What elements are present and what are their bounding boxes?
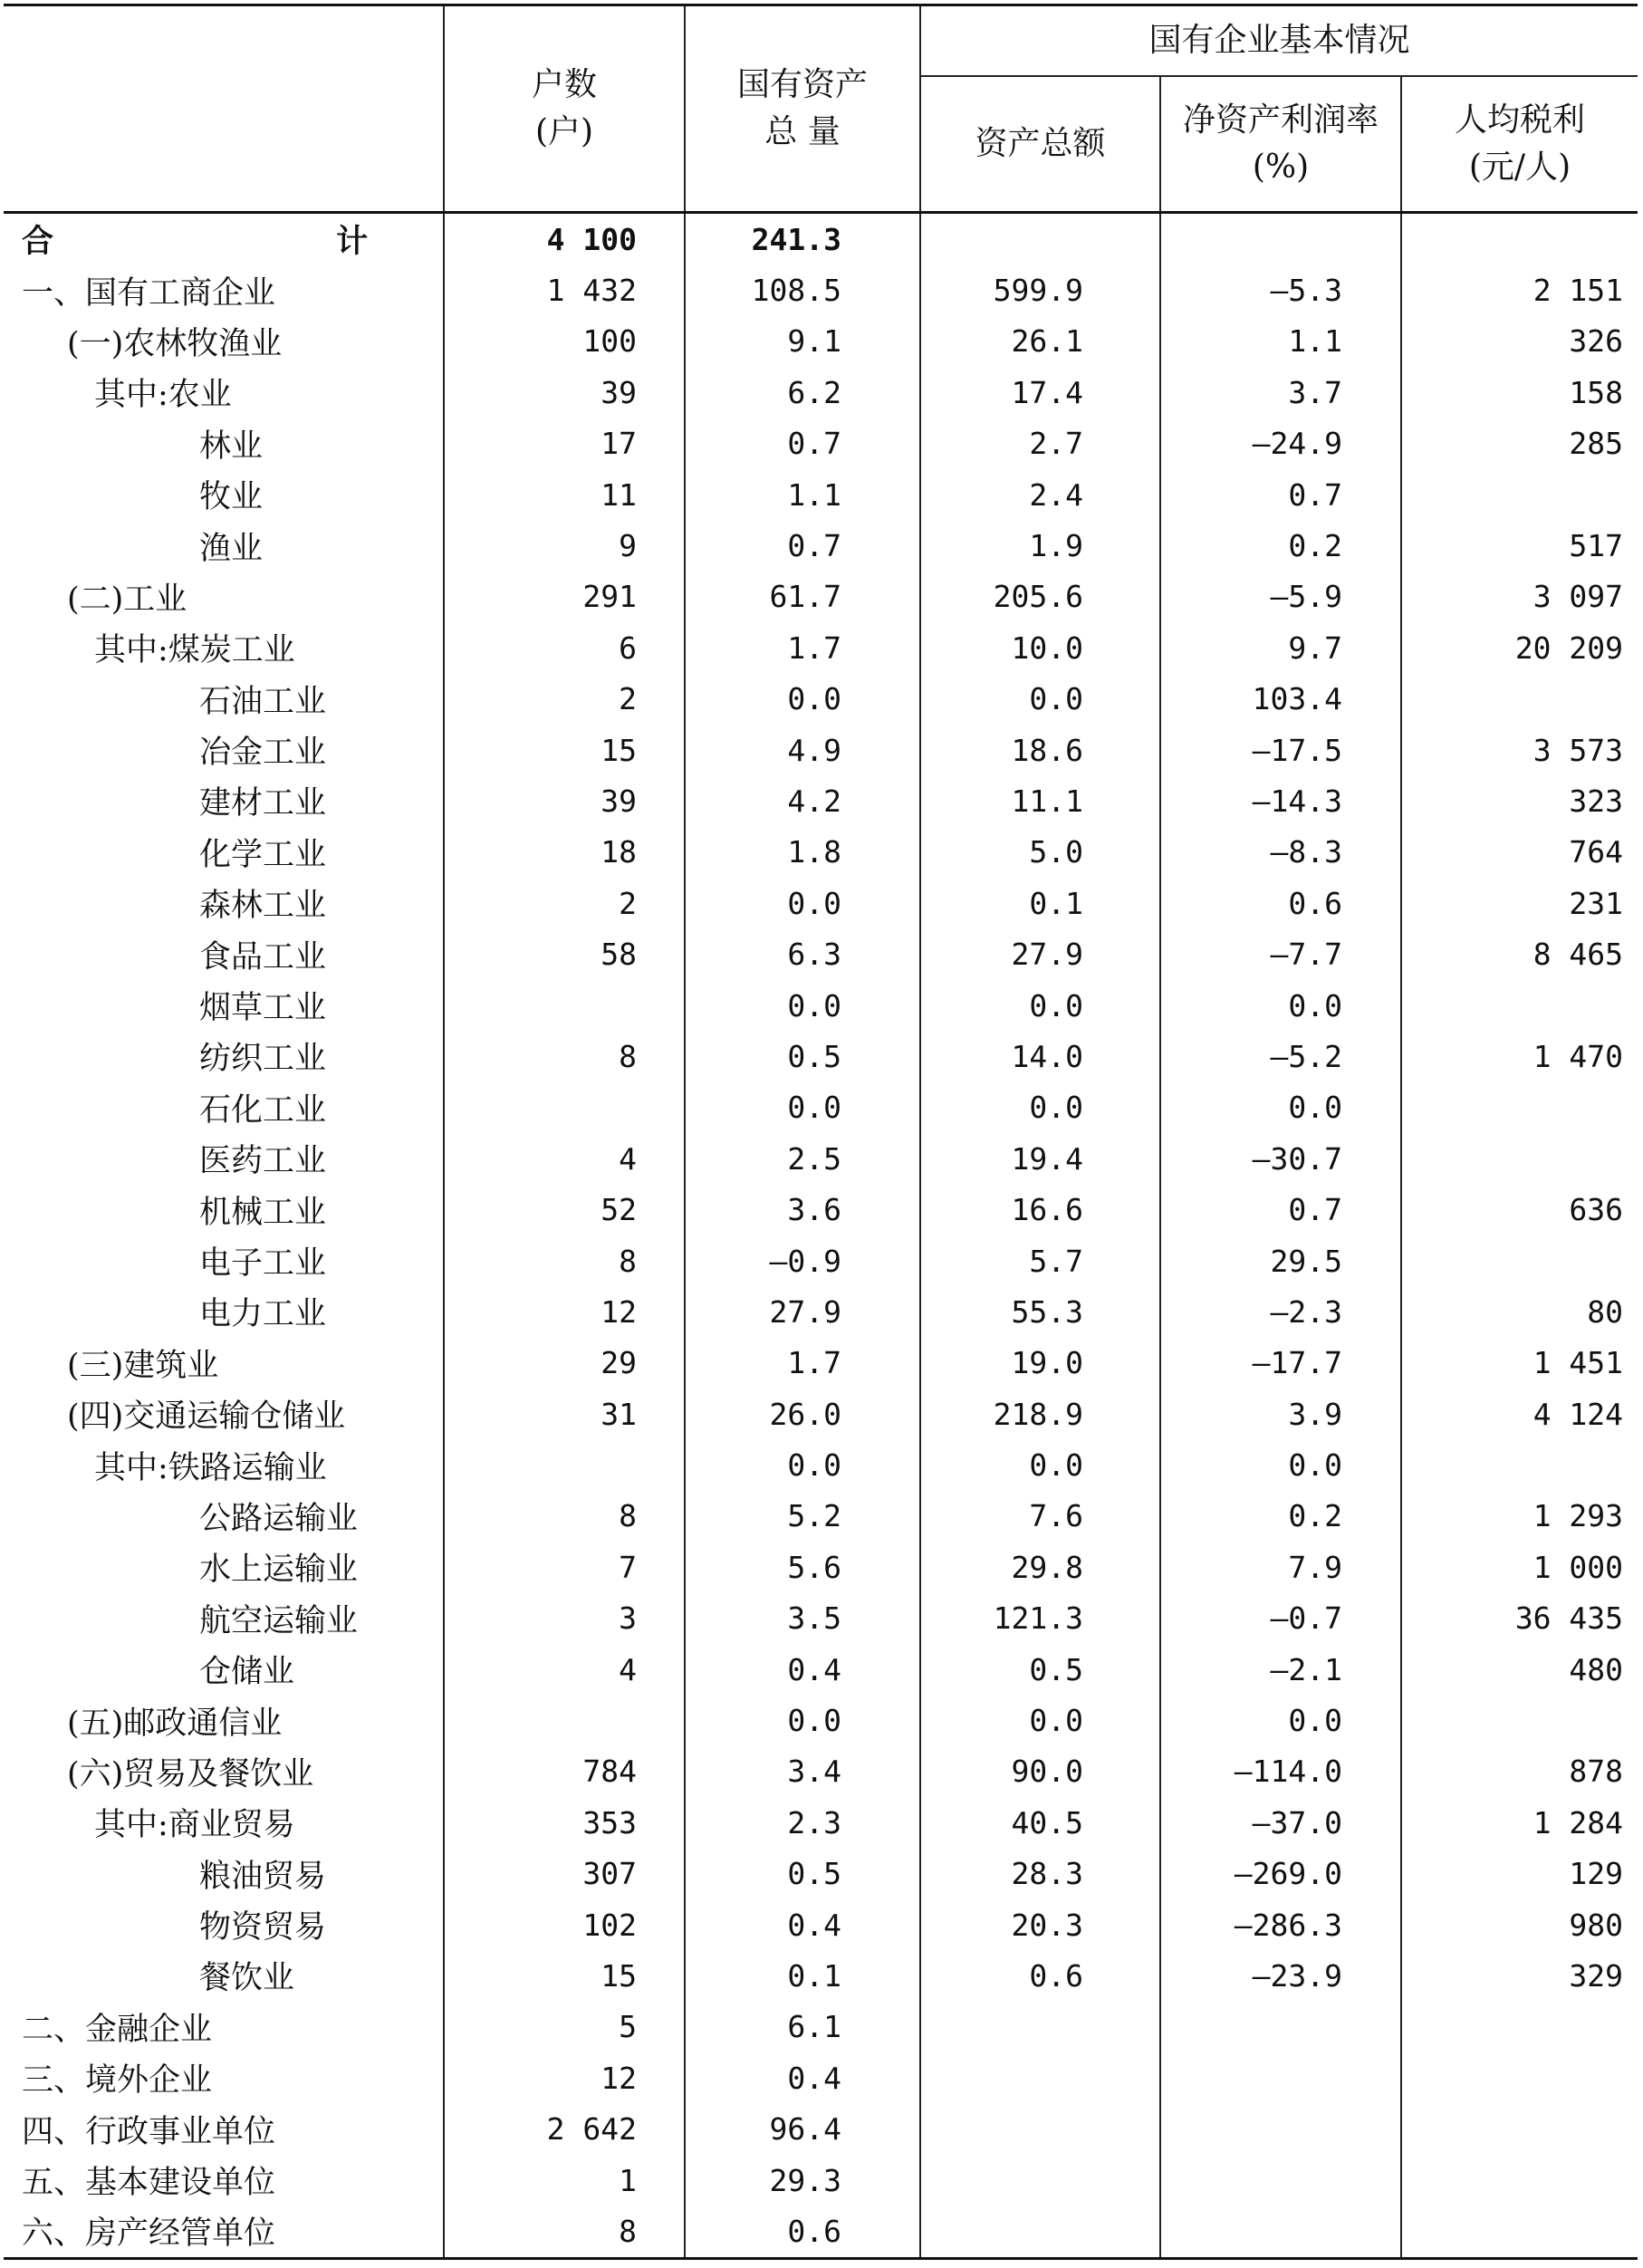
row-label: 医药工业 (199, 1143, 327, 1180)
count-cell: 291 (444, 572, 685, 622)
state-assets-cell: 1.7 (685, 622, 920, 673)
count-cell: 2 (444, 674, 685, 725)
state-assets-cell: 0.0 (685, 1695, 920, 1745)
row-label: 电力工业 (199, 1296, 327, 1333)
tax-per-capita-cell: 3 097 (1401, 572, 1638, 622)
count-cell: 1 (444, 2155, 685, 2206)
state-assets-cell: 0.6 (685, 2206, 920, 2258)
table-row (4, 1899, 1638, 1950)
count-cell: 12 (444, 2052, 685, 2103)
row-label: 渔业 (199, 530, 264, 567)
roe-cell: 103.4 (1160, 674, 1401, 725)
header-roe (1160, 76, 1401, 213)
row-label: 机械工业 (199, 1194, 327, 1231)
table-row (4, 878, 1638, 928)
count-cell: 39 (444, 367, 685, 418)
total-assets-cell: 7.6 (920, 1491, 1160, 1542)
state-assets-cell: 1.7 (685, 1338, 920, 1389)
roe-cell (1160, 2155, 1401, 2206)
count-cell: 11 (444, 469, 685, 520)
total-assets-cell: 19.0 (920, 1338, 1160, 1389)
row-label: 烟草工业 (199, 990, 327, 1027)
table-row (4, 674, 1638, 725)
total-assets-cell (920, 2103, 1160, 2154)
count-cell: 8 (444, 2206, 685, 2258)
roe-cell: —269.0 (1160, 1849, 1401, 1899)
row-label: (四)交通运输仓储业 (67, 1398, 346, 1436)
row-label: 二、金融企业 (22, 2011, 213, 2048)
table-row (4, 213, 1638, 265)
state-assets-cell: 2.5 (685, 1133, 920, 1184)
count-cell: 307 (444, 1849, 685, 1899)
roe-cell: —5.3 (1160, 264, 1401, 315)
tax-per-capita-cell: 764 (1401, 827, 1638, 878)
count-cell: 2 642 (444, 2103, 685, 2154)
total-assets-cell: 11.1 (920, 775, 1160, 826)
roe-cell: 29.5 (1160, 1235, 1401, 1286)
table-row (4, 316, 1638, 367)
count-cell: 39 (444, 775, 685, 826)
total-assets-cell: 20.3 (920, 1899, 1160, 1950)
table-row (4, 1082, 1638, 1133)
table-row (4, 725, 1638, 775)
count-cell: 18 (444, 827, 685, 878)
roe-cell: —17.7 (1160, 1338, 1401, 1389)
row-label: (三)建筑业 (67, 1347, 219, 1384)
header-state-assets-line2: 总 量 (764, 113, 841, 150)
roe-cell: 1.1 (1160, 316, 1401, 367)
tax-per-capita-cell: 158 (1401, 367, 1638, 418)
row-label: 冶金工业 (199, 735, 327, 772)
state-assets-cell: 4.2 (685, 775, 920, 826)
tax-per-capita-cell: 480 (1401, 1644, 1638, 1695)
roe-cell: —0.7 (1160, 1593, 1401, 1644)
total-assets-cell: 28.3 (920, 1849, 1160, 1899)
count-cell: 29 (444, 1338, 685, 1389)
total-assets-cell: 0.0 (920, 674, 1160, 725)
row-label: 其中:铁路运输业 (94, 1449, 327, 1486)
tax-per-capita-cell: 36 435 (1401, 1593, 1638, 1644)
count-cell: 8 (444, 1491, 685, 1542)
state-assets-cell: 6.3 (685, 928, 920, 979)
tax-per-capita-cell (1401, 1082, 1638, 1133)
table-row (4, 1133, 1638, 1184)
table-row (4, 520, 1638, 571)
tax-per-capita-cell: 20 209 (1401, 622, 1638, 673)
count-cell: 8 (444, 1031, 685, 1081)
total-assets-cell: 26.1 (920, 316, 1160, 367)
count-cell: 8 (444, 1235, 685, 1286)
roe-cell: —114.0 (1160, 1746, 1401, 1797)
total-assets-cell: 55.3 (920, 1286, 1160, 1337)
state-assets-cell: 0.1 (685, 1950, 920, 2001)
state-assets-cell: 5.2 (685, 1491, 920, 1542)
table-row (4, 1542, 1638, 1592)
count-cell (444, 980, 685, 1031)
roe-cell: 0.0 (1160, 1695, 1401, 1745)
state-assets-cell: 9.1 (685, 316, 920, 367)
table-row (4, 1593, 1638, 1644)
table-row (4, 2002, 1638, 2052)
row-label: 其中:煤炭工业 (94, 632, 295, 669)
row-label: 电子工业 (199, 1245, 327, 1282)
count-cell: 6 (444, 622, 685, 673)
roe-cell: —2.3 (1160, 1286, 1401, 1337)
table-row (4, 1389, 1638, 1439)
tax-per-capita-cell (1401, 2002, 1638, 2052)
table-row (4, 469, 1638, 520)
roe-cell (1160, 2103, 1401, 2154)
state-assets-cell: 5.6 (685, 1542, 920, 1592)
total-assets-cell (920, 2052, 1160, 2103)
header-tax-line1: 人均税利 (1455, 101, 1586, 139)
state-assets-cell: 3.6 (685, 1184, 920, 1235)
total-assets-cell: 16.6 (920, 1184, 1160, 1235)
tax-per-capita-cell: 285 (1401, 418, 1638, 469)
row-label: 一、国有工商企业 (22, 274, 276, 312)
count-cell: 17 (444, 418, 685, 469)
table-row (4, 2103, 1638, 2154)
tax-per-capita-cell (1401, 1235, 1638, 1286)
header-state-assets-line1: 国有资产 (736, 66, 868, 103)
roe-cell: 0.2 (1160, 520, 1401, 571)
state-assets-cell: 29.3 (685, 2155, 920, 2206)
table-row (4, 1338, 1638, 1389)
state-assets-cell: 0.5 (685, 1031, 920, 1081)
state-assets-cell: 26.0 (685, 1389, 920, 1439)
total-assets-cell: 599.9 (920, 264, 1160, 315)
table-row (4, 827, 1638, 878)
roe-cell: —37.0 (1160, 1797, 1401, 1848)
total-assets-cell: 17.4 (920, 367, 1160, 418)
table-row (4, 2155, 1638, 2206)
table-row (4, 367, 1638, 418)
table-row (4, 1695, 1638, 1745)
roe-cell: —23.9 (1160, 1950, 1401, 2001)
count-cell: 784 (444, 1746, 685, 1797)
count-cell: 52 (444, 1184, 685, 1235)
header-state-assets (685, 5, 920, 213)
total-assets-cell (920, 2002, 1160, 2052)
roe-cell: —17.5 (1160, 725, 1401, 775)
roe-cell: —5.2 (1160, 1031, 1401, 1081)
table-row (4, 1439, 1638, 1490)
roe-cell: —2.1 (1160, 1644, 1401, 1695)
count-cell: 3 (444, 1593, 685, 1644)
total-assets-cell: 10.0 (920, 622, 1160, 673)
table-row (4, 1031, 1638, 1081)
row-label: 三、境外企业 (22, 2062, 213, 2100)
row-label: 航空运输业 (199, 1602, 359, 1639)
total-assets-cell: 0.6 (920, 1950, 1160, 2001)
row-label: 合 计 (22, 223, 504, 261)
tax-per-capita-cell: 878 (1401, 1746, 1638, 1797)
state-assets-cell: 0.4 (685, 2052, 920, 2103)
header-count-unit: (户) (534, 113, 594, 150)
count-cell: 4 (444, 1133, 685, 1184)
roe-cell (1160, 2002, 1401, 2052)
state-assets-cell: 2.3 (685, 1797, 920, 1848)
table-row (4, 775, 1638, 826)
tax-per-capita-cell: 8 465 (1401, 928, 1638, 979)
total-assets-cell: 18.6 (920, 725, 1160, 775)
count-cell: 58 (444, 928, 685, 979)
total-assets-cell: 205.6 (920, 572, 1160, 622)
count-cell: 7 (444, 1542, 685, 1592)
header-tax-per-capita (1401, 76, 1638, 213)
row-label: 化学工业 (199, 836, 327, 873)
row-label: 石油工业 (199, 683, 327, 720)
state-assets-cell: 0.7 (685, 520, 920, 571)
row-label: (六)贸易及餐饮业 (67, 1755, 314, 1792)
row-label: 食品工业 (199, 938, 327, 975)
tax-per-capita-cell (1401, 1133, 1638, 1184)
header-item-column (4, 5, 444, 213)
state-assets-table (4, 4, 1638, 2260)
state-assets-cell: 61.7 (685, 572, 920, 622)
roe-cell: —30.7 (1160, 1133, 1401, 1184)
table-header (4, 5, 1638, 213)
total-assets-cell: 29.8 (920, 1542, 1160, 1592)
state-assets-cell: 1.8 (685, 827, 920, 878)
table-row (4, 622, 1638, 673)
total-assets-cell: 5.7 (920, 1235, 1160, 1286)
table-row (4, 1950, 1638, 2001)
total-assets-cell: 0.0 (920, 980, 1160, 1031)
tax-per-capita-cell: 3 573 (1401, 725, 1638, 775)
table-row (4, 572, 1638, 622)
state-assets-cell: 0.0 (685, 674, 920, 725)
total-assets-cell: 2.7 (920, 418, 1160, 469)
total-assets-cell: 0.0 (920, 1439, 1160, 1490)
tax-per-capita-cell: 80 (1401, 1286, 1638, 1337)
row-label: 其中:商业贸易 (94, 1807, 295, 1844)
state-assets-cell: 27.9 (685, 1286, 920, 1337)
table-row (4, 1184, 1638, 1235)
tax-per-capita-cell: 231 (1401, 878, 1638, 928)
tax-per-capita-cell: 636 (1401, 1184, 1638, 1235)
row-label: 林业 (199, 428, 264, 465)
roe-cell: 0.7 (1160, 1184, 1401, 1235)
tax-per-capita-cell (1401, 1439, 1638, 1490)
total-assets-cell: 0.1 (920, 878, 1160, 928)
state-assets-cell: 4.9 (685, 725, 920, 775)
table-row (4, 1797, 1638, 1848)
state-assets-cell: 6.2 (685, 367, 920, 418)
roe-cell: 0.0 (1160, 980, 1401, 1031)
total-assets-cell: 218.9 (920, 1389, 1160, 1439)
count-cell: 353 (444, 1797, 685, 1848)
total-assets-cell: 40.5 (920, 1797, 1160, 1848)
roe-cell: 0.0 (1160, 1082, 1401, 1133)
tax-per-capita-cell: 329 (1401, 1950, 1638, 2001)
row-label: 六、房产经管单位 (4, 2206, 444, 2258)
header-tax-line2: (元/人) (1468, 149, 1571, 186)
tax-per-capita-cell: 1 470 (1401, 1031, 1638, 1081)
count-cell: 2 (444, 878, 685, 928)
roe-cell: 0.0 (1160, 1439, 1401, 1490)
state-assets-cell: 0.4 (685, 1644, 920, 1695)
row-label: (一)农林牧渔业 (67, 325, 283, 362)
total-assets-cell: 0.0 (920, 1695, 1160, 1745)
count-cell: 9 (444, 520, 685, 571)
table-row (4, 1286, 1638, 1337)
roe-cell (1160, 213, 1401, 265)
table-row (4, 1644, 1638, 1695)
count-cell: 4 100 (444, 213, 685, 265)
total-assets-cell: 1.9 (920, 520, 1160, 571)
tax-per-capita-cell (1401, 2206, 1638, 2258)
row-label: 石化工业 (199, 1091, 327, 1129)
roe-cell: 3.9 (1160, 1389, 1401, 1439)
roe-cell: —286.3 (1160, 1899, 1401, 1950)
row-label: 五、基本建设单位 (22, 2165, 276, 2202)
tax-per-capita-cell: 326 (1401, 316, 1638, 367)
total-assets-cell: 19.4 (920, 1133, 1160, 1184)
count-cell: 15 (444, 1950, 685, 2001)
row-label: 牧业 (199, 479, 264, 516)
row-label: 建材工业 (199, 785, 327, 822)
header-roe-line2: (%) (1252, 149, 1310, 186)
tax-per-capita-cell: 517 (1401, 520, 1638, 571)
state-assets-cell: 3.5 (685, 1593, 920, 1644)
state-assets-cell: —0.9 (685, 1235, 920, 1286)
roe-cell: 0.2 (1160, 1491, 1401, 1542)
roe-cell: 7.9 (1160, 1542, 1401, 1592)
tax-per-capita-cell (1401, 2155, 1638, 2206)
tax-per-capita-cell: 323 (1401, 775, 1638, 826)
state-assets-cell: 0.0 (685, 980, 920, 1031)
row-label: 四、行政事业单位 (22, 2113, 276, 2150)
total-assets-cell: 90.0 (920, 1746, 1160, 1797)
tax-per-capita-cell: 4 124 (1401, 1389, 1638, 1439)
state-assets-cell: 0.0 (685, 878, 920, 928)
row-label: 森林工业 (199, 888, 327, 925)
row-label: 物资贸易 (199, 1909, 327, 1946)
tax-per-capita-cell (1401, 213, 1638, 265)
state-assets-cell: 108.5 (685, 264, 920, 315)
state-assets-cell: 96.4 (685, 2103, 920, 2154)
count-cell: 102 (444, 1899, 685, 1950)
table-row (4, 418, 1638, 469)
state-assets-cell: 0.7 (685, 418, 920, 469)
header-roe-line1: 净资产利润率 (1182, 101, 1379, 139)
row-label: (二)工业 (67, 581, 187, 618)
roe-cell: 9.7 (1160, 622, 1401, 673)
table-row (4, 2206, 1638, 2258)
tax-per-capita-cell: 1 000 (1401, 1542, 1638, 1592)
row-label: 仓储业 (199, 1654, 295, 1691)
state-assets-cell: 1.1 (685, 469, 920, 520)
state-assets-cell: 0.0 (685, 1439, 920, 1490)
count-cell: 1 432 (444, 264, 685, 315)
roe-cell: 0.7 (1160, 469, 1401, 520)
tax-per-capita-cell: 2 151 (1401, 264, 1638, 315)
roe-cell: 3.7 (1160, 367, 1401, 418)
tax-per-capita-cell (1401, 1695, 1638, 1745)
tax-per-capita-cell (1401, 2103, 1638, 2154)
total-assets-cell: 0.0 (920, 1082, 1160, 1133)
count-cell (444, 1082, 685, 1133)
roe-cell: 0.6 (1160, 878, 1401, 928)
total-assets-cell: 5.0 (920, 827, 1160, 878)
count-cell (444, 1439, 685, 1490)
header-count (444, 5, 685, 213)
total-assets-cell: 2.4 (920, 469, 1160, 520)
row-label: 公路运输业 (199, 1500, 359, 1537)
total-assets-cell: 14.0 (920, 1031, 1160, 1081)
table-row (4, 1491, 1638, 1542)
row-label: 餐饮业 (199, 1960, 295, 1997)
tax-per-capita-cell: 1 293 (1401, 1491, 1638, 1542)
total-assets-cell: 0.5 (920, 1644, 1160, 1695)
roe-cell: —24.9 (1160, 418, 1401, 469)
table-row (4, 1235, 1638, 1286)
table-row (4, 264, 1638, 315)
total-assets-cell (920, 2155, 1160, 2206)
count-cell: 12 (444, 1286, 685, 1337)
table-row (4, 1746, 1638, 1797)
roe-cell: —7.7 (1160, 928, 1401, 979)
tax-per-capita-cell: 980 (1401, 1899, 1638, 1950)
roe-cell: —5.9 (1160, 572, 1401, 622)
roe-cell (1160, 2052, 1401, 2103)
count-cell: 15 (444, 725, 685, 775)
count-cell: 5 (444, 2002, 685, 2052)
state-assets-cell: 6.1 (685, 2002, 920, 2052)
tax-per-capita-cell (1401, 980, 1638, 1031)
total-assets-cell: 121.3 (920, 1593, 1160, 1644)
roe-cell: —14.3 (1160, 775, 1401, 826)
header-total-assets: 资产总额 (920, 76, 1160, 213)
table-row (4, 980, 1638, 1031)
table-row (4, 1849, 1638, 1899)
count-cell: 31 (444, 1389, 685, 1439)
state-assets-cell: 0.4 (685, 1899, 920, 1950)
table-row (4, 2052, 1638, 2103)
roe-cell: —8.3 (1160, 827, 1401, 878)
count-cell (444, 1695, 685, 1745)
row-label: 粮油贸易 (199, 1858, 327, 1895)
row-label: 水上运输业 (199, 1552, 359, 1589)
table-body (4, 213, 1638, 2259)
tax-per-capita-cell: 129 (1401, 1849, 1638, 1899)
state-assets-cell: 241.3 (685, 213, 920, 265)
roe-cell (1160, 2206, 1401, 2258)
state-assets-cell: 0.0 (685, 1082, 920, 1133)
row-label: (五)邮政通信业 (67, 1705, 283, 1742)
total-assets-cell (920, 213, 1160, 265)
total-assets-cell: 27.9 (920, 928, 1160, 979)
table-row (4, 928, 1638, 979)
tax-per-capita-cell (1401, 674, 1638, 725)
total-assets-cell (920, 2206, 1160, 2258)
count-cell: 100 (444, 316, 685, 367)
tax-per-capita-cell (1401, 2052, 1638, 2103)
state-assets-cell: 3.4 (685, 1746, 920, 1797)
tax-per-capita-cell: 1 284 (1401, 1797, 1638, 1848)
row-label: 纺织工业 (199, 1041, 327, 1078)
header-group-title: 国有企业基本情况 (920, 5, 1638, 77)
tax-per-capita-cell: 1 451 (1401, 1338, 1638, 1389)
state-assets-cell: 0.5 (685, 1849, 920, 1899)
tax-per-capita-cell (1401, 469, 1638, 520)
row-label: 其中:农业 (94, 377, 232, 414)
header-count-title: 户数 (531, 66, 597, 103)
count-cell: 4 (444, 1644, 685, 1695)
